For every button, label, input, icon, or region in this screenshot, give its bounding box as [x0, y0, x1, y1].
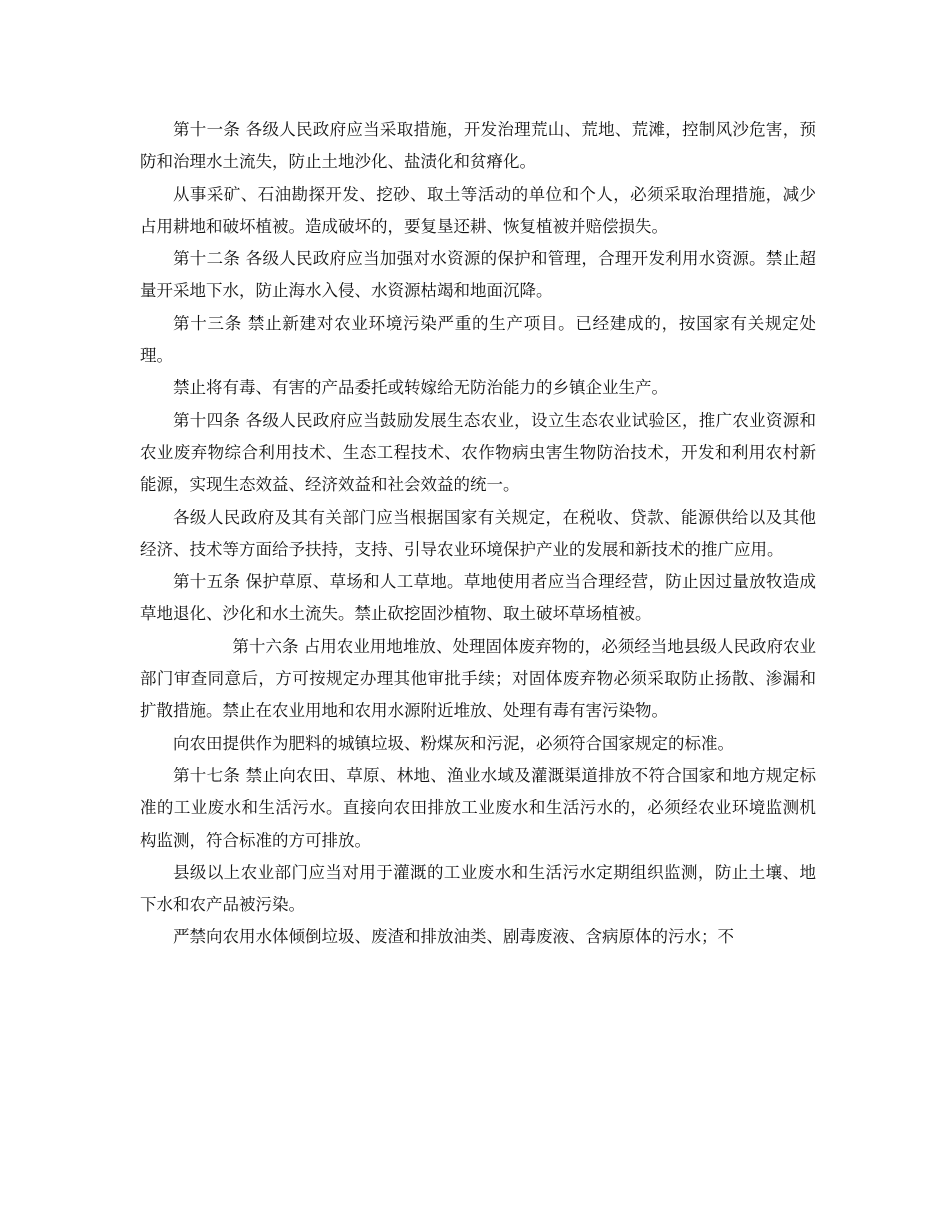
paragraph-dumping-prohibition: 严禁向农用水体倾倒垃圾、废渣和排放油类、剧毒废液、含病原体的污水；不 [173, 927, 734, 947]
paragraph-article-14: 第十四条 各级人民政府应当鼓励发展生态农业，设立生态农业试验区，推广农业资源和农业废弃物综合利用技术、生态工程技术、农作物病虫害生物防治技术，开发和利用农村新能源，实现生态效益、经济效益和社会效益的统一。 [140, 410, 816, 495]
paragraph-mining-restoration: 从事采矿、石油勘探开发、挖砂、取土等活动的单位和个人，必须采取治理措施，减少占用耕地和破坏植被。造成破坏的，要复垦还耕、恢复植被并赔偿损失。 [140, 184, 816, 236]
paragraph-article-11: 第十一条 各级人民政府应当采取措施，开发治理荒山、荒地、荒滩，控制风沙危害，预防和治理水土流失，防止土地沙化、盐渍化和贫瘠化。 [140, 120, 816, 172]
document-body [140, 114, 816, 954]
paragraph-monitoring: 县级以上农业部门应当对用于灌溉的工业废水和生活污水定期组织监测，防止土壤、地下水和农产品被污染。 [140, 862, 816, 915]
paragraph-article-12: 第十二条 各级人民政府应当加强对水资源的保护和管理，合理开发利用水资源。禁止超量开采地下水，防止海水入侵、水资源枯竭和地面沉降。 [140, 249, 816, 301]
paragraph-article-16: 第十六条 占用农业用地堆放、处理固体废弃物的，必须经当地县级人民政府农业部门审查同意后，方可按规定办理其他审批手续；对固体废弃物必须采取防止扬散、渗漏和扩散措施。禁止在农业用地和农用水源附近堆放、处理有毒有害污染物。 [140, 636, 816, 721]
paragraph-fertilizer-standards: 向农田提供作为肥料的城镇垃圾、粉煤灰和污泥，必须符合国家规定的标准。 [173, 733, 734, 753]
paragraph-article-15: 第十五条 保护草原、草场和人工草地。草地使用者应当合理经营，防止因过量放牧造成草地退化、沙化和水土流失。禁止砍挖固沙植物、取土破坏草场植被。 [140, 572, 816, 624]
paragraph-article-13: 第十三条 禁止新建对农业环境污染严重的生产项目。已经建成的，按国家有关规定处理。 [140, 313, 816, 366]
paragraph-article-17: 第十七条 禁止向农田、草原、林地、渔业水域及灌溉渠道排放不符合国家和地方规定标准的工业废水和生活污水。直接向农田排放工业废水和生活污水的，必须经农业环境监测机构监测，符合标准的方可排放。 [140, 765, 816, 850]
paragraph-government-support: 各级人民政府及其有关部门应当根据国家有关规定，在税收、贷款、能源供给以及其他经济、技术等方面给予扶持，支持、引导农业环境保护产业的发展和新技术的推广应用。 [140, 507, 816, 559]
paragraph-toxic-products: 禁止将有毒、有害的产品委托或转嫁给无防治能力的乡镇企业生产。 [173, 378, 668, 398]
